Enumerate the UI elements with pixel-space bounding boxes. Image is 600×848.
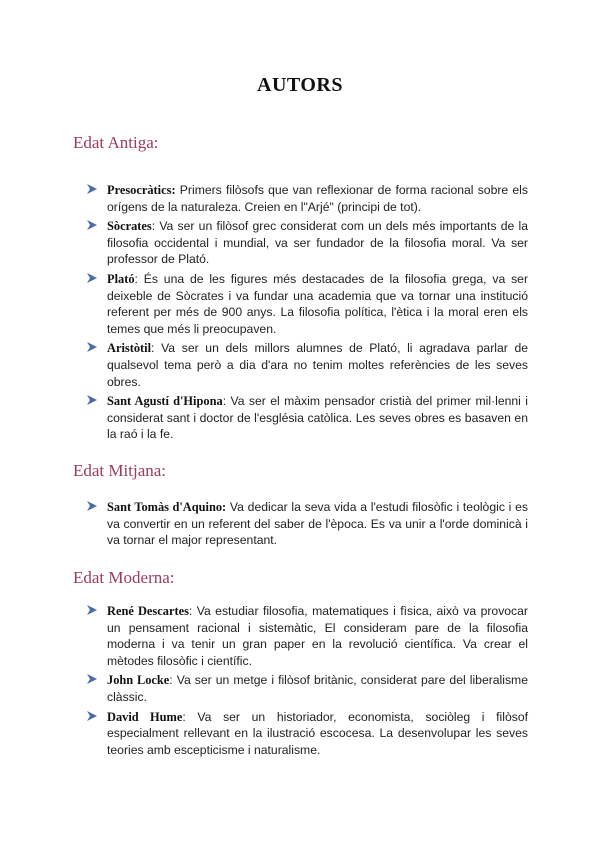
author-name: Sant Tomàs d'Aquino: xyxy=(107,500,227,514)
author-name: Sòcrates xyxy=(107,219,152,234)
author-name: John Locke xyxy=(107,673,170,688)
list-item xyxy=(86,672,528,705)
arrow-bullet-icon xyxy=(86,183,100,195)
entry-list-edat-antiga xyxy=(86,182,528,446)
list-item xyxy=(86,218,528,268)
author-description: Va dedicar la seva vida a l'estudi filosòfic i teològic i es va convertir en un referent del saber de l'època. Es va unir a l'orde dominicà i va tornar el major representant. xyxy=(107,500,528,548)
entry-list-edat-mitjana xyxy=(86,499,528,552)
arrow-bullet-icon xyxy=(86,500,100,512)
author-description: : És una de les figures més destacades de la filosofia grega, va ser deixeble de Sòcrates i va fundar una academia que va tornar una institució referent per més de 900 anys. La filosofia política, l'ètica i la moral eren els temes que més li preocupaven. xyxy=(107,271,528,336)
list-item xyxy=(86,709,528,759)
author-description: : Va ser un dels millors alumnes de Plató, li agradava parlar de qualsevol tema però a dia d'ara no tenim moltes referències de les seves obres. xyxy=(107,341,528,389)
arrow-bullet-icon xyxy=(86,341,100,353)
arrow-bullet-icon xyxy=(86,710,100,722)
author-name: Presocràtics: xyxy=(107,183,176,197)
list-item xyxy=(86,393,528,443)
arrow-bullet-icon xyxy=(86,604,100,616)
author-description: : Va ser un historiador, economista, sociòleg i filòsof especialment rellevant en la ilustració escocesa. La desenvolupar les seves teories amb escepticisme i naturalisme. xyxy=(107,709,528,757)
section-heading-edat-mitjana: Edat Mitjana: xyxy=(73,461,167,480)
author-name: René Descartes xyxy=(107,604,189,618)
author-name: Plató xyxy=(107,271,135,286)
author-description: : Va ser el màxim pensador cristià del primer mil·lenni i considerat sant i doctor de l'església catòlica. Les seves obres es basaven en la raó i la fe. xyxy=(107,394,528,442)
author-name: Aristòtil xyxy=(107,341,152,356)
section-heading-edat-moderna: Edat Moderna: xyxy=(73,568,175,587)
arrow-bullet-icon xyxy=(86,272,100,284)
list-item xyxy=(86,182,528,215)
document-title: AUTORS xyxy=(257,74,343,96)
entry-list-edat-moderna xyxy=(86,603,528,761)
author-description: : Va estudiar filosofia, matematiques i fìsica, això va provocar un pensament racional i sistemàtic, El consideram pare de la filosofia moderna i va tenir un gran paper en la revolució científica. Va crear el mètodes filosòfic i científic. xyxy=(107,604,528,668)
arrow-bullet-icon xyxy=(86,219,100,231)
author-name: David Hume xyxy=(107,709,183,724)
author-description: : Va ser un metge i filòsof britànic, considerat pare del liberalisme clàssic. xyxy=(107,673,528,704)
author-description: Primers filòsofs que van reflexionar de forma racional sobre els orígens de la naturaleza. Creien en l"Arjé" (principi de tot). xyxy=(107,183,528,214)
list-item xyxy=(86,499,528,549)
list-item xyxy=(86,271,528,337)
author-name: Sant Agustí d'Hipona xyxy=(107,394,223,409)
author-description: : Va ser un filòsof grec considerat com un dels més importants de la filosofia occidental i mundial, va ser fundador de la filosofia moral. Va ser professor de Plató. xyxy=(107,219,528,267)
list-item xyxy=(86,340,528,390)
arrow-bullet-icon xyxy=(86,394,100,406)
arrow-bullet-icon xyxy=(86,673,100,685)
list-item xyxy=(86,603,528,669)
section-heading-edat-antiga: Edat Antiga: xyxy=(73,133,159,152)
